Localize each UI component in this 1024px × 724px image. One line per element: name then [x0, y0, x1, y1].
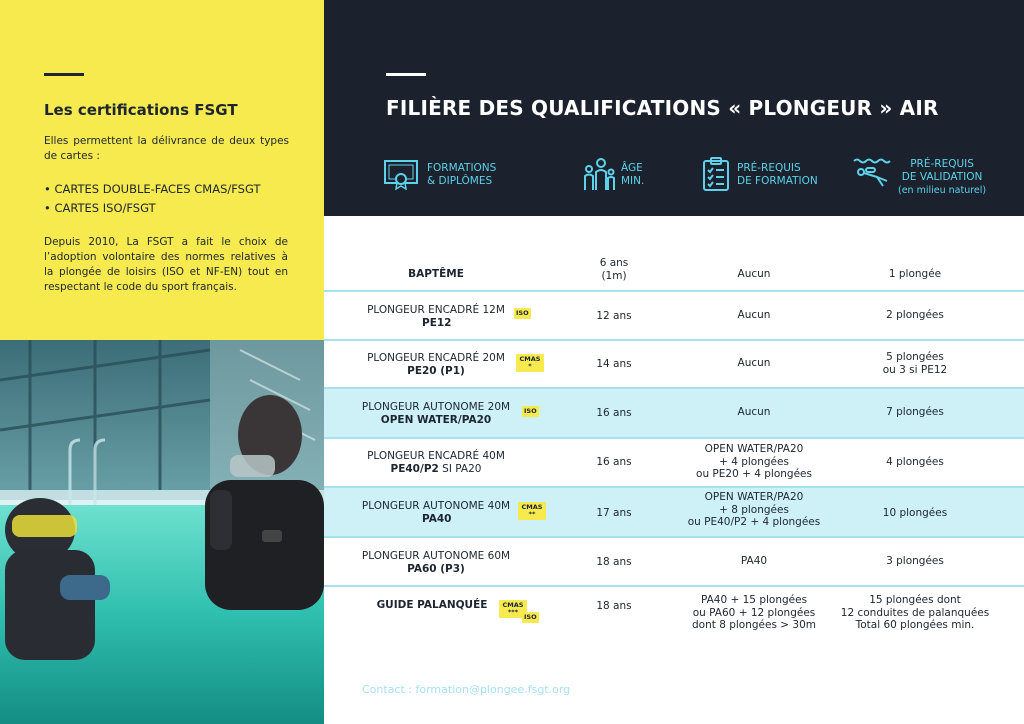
formation-line: Aucun [737, 268, 771, 280]
validation-prereq-cell [840, 555, 990, 568]
cmas-badge: CMAS ** [518, 502, 546, 520]
formation-line: ou PA60 + 12 plongées [692, 606, 816, 619]
pool-divers-photo [0, 340, 324, 724]
validation-prereq-cell [840, 406, 990, 419]
age-line: 17 ans [596, 507, 632, 519]
qualification-code: PE40/P2 [390, 462, 439, 475]
age-line: 14 ans [596, 358, 632, 370]
formation-line: PA40 [740, 555, 768, 567]
column-header-line: MIN. [621, 175, 645, 187]
qualification-code-suffix: SI PA20 [438, 462, 482, 475]
row-divider [324, 387, 1024, 389]
qualification-name: PLONGEUR ENCADRÉ 20M [367, 352, 505, 364]
qualification-name: GUIDE PALANQUÉE [376, 599, 488, 611]
validation-prereq-cell [840, 456, 990, 469]
age-line: 12 ans [596, 310, 632, 322]
age-cell [584, 407, 644, 420]
validation-prereq-cell [840, 351, 990, 376]
diver-icon [853, 156, 891, 194]
qualification-name: PLONGEUR AUTONOME 60M [361, 550, 511, 562]
validation-prereq-cell [835, 594, 995, 632]
table-row [370, 599, 494, 612]
table-row [356, 550, 516, 575]
validation-prereq-cell [840, 309, 990, 322]
age-cell [584, 507, 644, 520]
validation-line: 4 plongées [886, 456, 944, 468]
iso-badge: ISO [524, 407, 537, 415]
column-header-prerequis-formation [737, 162, 818, 188]
age-line: (1m) [601, 269, 627, 282]
qualification-code: PE12 [422, 316, 452, 329]
qualification-name: PLONGEUR AUTONOME 40M [361, 500, 511, 512]
age-line: 6 ans [599, 257, 629, 269]
cmas-badge: CMAS *** [499, 600, 527, 618]
qualification-name: PLONGEUR ENCADRÉ 12M [367, 304, 505, 316]
column-header-prerequis-validation [898, 158, 986, 197]
left-divider [44, 73, 84, 76]
formation-line: Aucun [737, 309, 771, 321]
qualification-name: PLONGEUR ENCADRÉ 40M [367, 450, 505, 462]
qualification-code: PA40 [422, 512, 452, 525]
formation-line: dont 8 plongées > 30m [692, 619, 816, 631]
age-line: 16 ans [596, 407, 632, 419]
validation-line: 10 plongées [882, 507, 948, 519]
table-row [360, 268, 512, 281]
age-line: 18 ans [596, 600, 632, 612]
validation-line: 12 conduites de palanquées [840, 606, 990, 619]
age-line: 16 ans [596, 456, 632, 468]
diploma-icon [384, 160, 418, 194]
qualification-name: BAPTÊME [408, 268, 464, 280]
formation-line: PA40 + 15 plongées [700, 594, 808, 606]
formation-line: + 8 plongées [719, 503, 789, 516]
column-header-line: FORMATIONS [427, 162, 497, 174]
formation-line: OPEN WATER/PA20 [704, 491, 804, 503]
qualification-code: OPEN WATER/PA20 [380, 413, 492, 426]
row-divider [324, 486, 1024, 488]
certifications-intro: Elles permettent la délivrance de deux types de cartes : [44, 135, 289, 162]
validation-line: 15 plongées dont [869, 594, 961, 606]
certifications-paragraph: Depuis 2010, La FSGT a fait le choix de l’adoption volontaire des normes relatives à la plongée de loisirs (ISO et NF-EN) tout en respectant le code du sport français. [44, 236, 288, 293]
table-row [356, 401, 516, 426]
family-icon [582, 158, 616, 196]
validation-line: 1 plongée [888, 268, 942, 280]
table-row [360, 352, 512, 377]
qualification-name: PLONGEUR AUTONOME 20M [361, 401, 511, 413]
table-row [360, 450, 512, 475]
checklist-icon [703, 157, 729, 195]
formation-prereq-cell [674, 268, 834, 281]
formation-prereq-cell [674, 406, 834, 419]
column-header-line: DE VALIDATION [901, 171, 983, 183]
age-cell [584, 556, 644, 569]
formation-line: Aucun [737, 406, 771, 418]
column-header-line: ÂGE [621, 162, 643, 174]
formation-prereq-cell [674, 443, 834, 481]
row-divider [324, 339, 1024, 341]
column-header-age [621, 162, 644, 188]
age-cell [584, 456, 644, 469]
row-divider [324, 585, 1024, 587]
validation-line: Total 60 plongées min. [855, 619, 975, 631]
iso-badge: ISO [524, 613, 537, 621]
column-header-line: PRÉ-REQUIS [737, 162, 801, 174]
formation-line: + 4 plongées [719, 455, 789, 468]
column-header-line: PRÉ-REQUIS [910, 158, 974, 170]
age-cell [584, 358, 644, 371]
card-types-list [44, 180, 261, 218]
qualification-code: PA60 (P3) [407, 562, 465, 575]
validation-line: 7 plongées [886, 406, 944, 418]
header-divider [386, 73, 426, 76]
cmas-badge: CMAS * [516, 354, 544, 372]
formation-prereq-cell [674, 555, 834, 568]
formation-line: OPEN WATER/PA20 [704, 443, 804, 455]
table-row [360, 304, 512, 329]
validation-line: 5 plongées [886, 351, 944, 363]
validation-prereq-cell [840, 507, 990, 520]
age-cell [584, 600, 644, 613]
column-header-formations [427, 162, 496, 188]
validation-line: 2 plongées [886, 309, 944, 321]
validation-line: ou 3 si PE12 [882, 363, 948, 376]
page-title: FILIÈRE DES QUALIFICATIONS « PLONGEUR » AIR [386, 96, 939, 120]
validation-prereq-cell [840, 268, 990, 281]
row-divider [324, 536, 1024, 538]
formation-prereq-cell [674, 491, 834, 529]
formation-prereq-cell [674, 594, 834, 632]
validation-line: 3 plongées [886, 555, 944, 567]
age-cell [584, 257, 644, 282]
age-cell [584, 310, 644, 323]
qualification-code-line [360, 463, 512, 476]
age-line: 18 ans [596, 556, 632, 568]
formation-prereq-cell [674, 309, 834, 322]
formation-line: ou PE20 + 4 plongées [696, 468, 812, 480]
contact-email[interactable]: Contact : formation@plongee.fsgt.org [362, 683, 571, 696]
card-type-item: • CARTES ISO/FSGT [44, 199, 261, 218]
table-row [356, 500, 516, 525]
certifications-title: Les certifications FSGT [44, 101, 238, 119]
formation-prereq-cell [674, 357, 834, 370]
card-type-item: • CARTES DOUBLE-FACES CMAS/FSGT [44, 180, 261, 199]
column-header-line: DE FORMATION [737, 175, 818, 187]
formation-line: Aucun [737, 357, 771, 369]
column-header-line: (en milieu naturel) [898, 185, 987, 196]
row-divider [324, 290, 1024, 292]
iso-badge: ISO [516, 309, 529, 317]
row-divider [324, 437, 1024, 439]
column-header-line: & DIPLÔMES [427, 175, 493, 187]
qualification-code: PE20 (P1) [407, 364, 465, 377]
formation-line: ou PE40/P2 + 4 plongées [687, 516, 821, 528]
